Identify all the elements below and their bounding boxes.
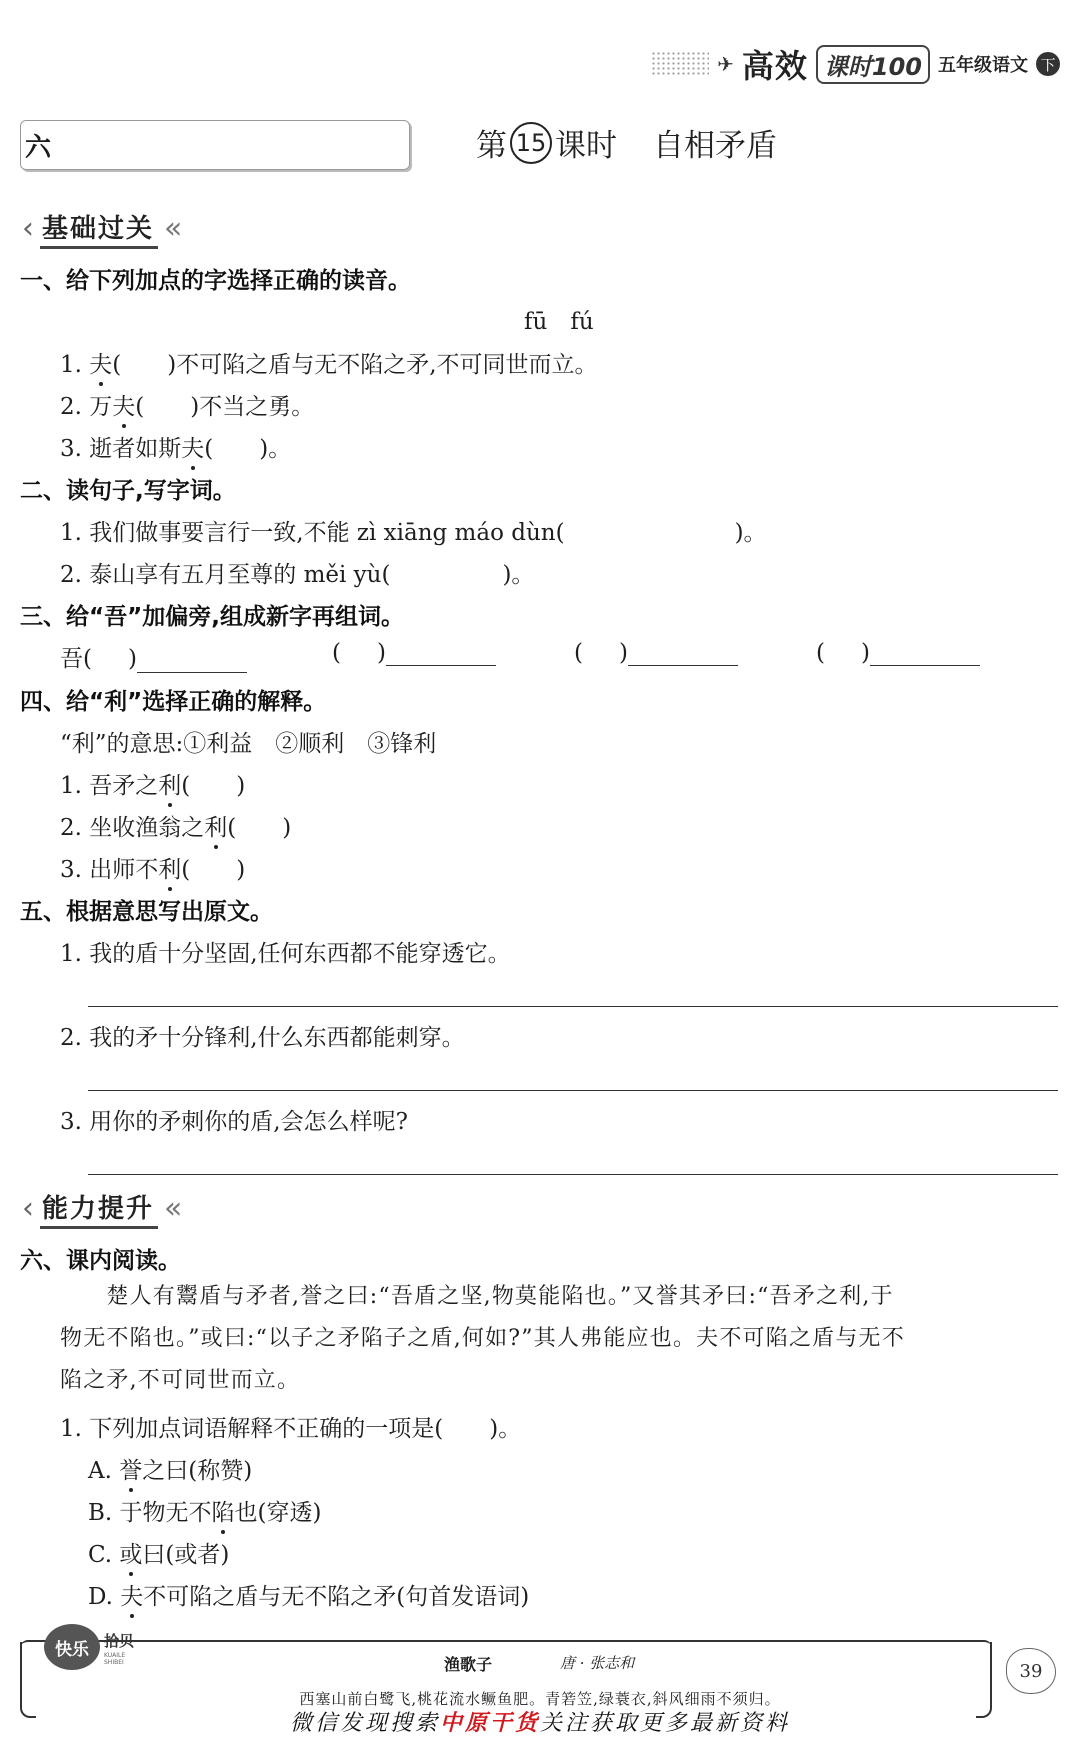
q1-item-1: 1. 夫( )不可陷之盾与无不陷之矛,不可同世而立。	[60, 352, 598, 378]
q5-item-3: 3. 用你的矛刺你的盾,会怎么样呢?	[60, 1109, 408, 1135]
dotted-char: 夫	[89, 352, 113, 378]
q3-blank-3: ( )	[574, 640, 738, 666]
dotted-char: 利	[158, 857, 182, 883]
q5-item-2: 2. 我的矛十分锋利,什么东西都能刺穿。	[60, 1025, 465, 1051]
q6-option-c: C. 或曰(或者)	[88, 1542, 230, 1568]
double-chevron-left-icon: «	[164, 210, 175, 246]
dotted-char: 陷	[211, 1500, 235, 1526]
question-heading-3: 三、给“吾”加偏旁,组成新字再组词。	[20, 604, 404, 630]
q4-item-1: 1. 吾矛之利( )	[60, 773, 246, 799]
lesson-name: 自相矛盾	[653, 128, 777, 164]
q1-item-2: 2. 万夫( )不当之勇。	[60, 394, 315, 420]
unit-label: 六	[25, 133, 52, 163]
section-banner-basic	[22, 208, 174, 248]
q6-option-a: A. 誉之曰(称赞)	[88, 1458, 253, 1484]
pinyin-options: fū fú	[524, 309, 594, 335]
section-label: 基础过关	[40, 208, 158, 249]
question-heading-1: 一、给下列加点的字选择正确的读音。	[20, 268, 411, 294]
question-heading-2: 二、读句子,写字词。	[20, 478, 236, 504]
answer-line	[88, 1006, 1058, 1007]
q3-blank-1: 吾( )	[60, 640, 247, 673]
q5-item-1: 1. 我的盾十分坚固,任何东西都不能穿透它。	[60, 941, 511, 967]
dotted-char: 夫	[181, 436, 205, 462]
reading-passage	[60, 1276, 1060, 1402]
dotted-char: 利	[204, 815, 228, 841]
page-number: 39	[1006, 1648, 1056, 1694]
q4-meaning: “利”的意思:①利益 ②顺利 ③锋利	[60, 731, 437, 757]
q6-question-1: 1. 下列加点词语解释不正确的一项是( )。	[60, 1416, 522, 1442]
lesson-suffix: 课时	[555, 128, 617, 164]
question-heading-5: 五、根据意思写出原文。	[20, 899, 273, 925]
lesson-prefix: 第	[476, 128, 507, 164]
unit-box	[20, 120, 410, 170]
answer-line	[88, 1090, 1058, 1091]
passage-line: 物无不陷也。”或曰:“以子之矛陷子之盾,何如?”其人弗能应也。夫不可陷之盾与无不	[60, 1326, 905, 1351]
q6-option-b: B. 于物无不陷也(穿透)	[88, 1500, 322, 1526]
q2-item-2: 2. 泰山享有五月至尊的 měi yù( )。	[60, 562, 535, 588]
chevron-left-icon: ‹	[22, 1190, 34, 1226]
q4-item-2: 2. 坐收渔翁之利( )	[60, 815, 292, 841]
speech-bubble-icon: 快乐	[44, 1624, 100, 1670]
poem-text: 西塞山前白鹭飞,桃花流水鳜鱼肥。青箬笠,绿蓑衣,斜风细雨不须归。	[299, 1690, 781, 1708]
poem-title: 渔歌子	[444, 1655, 493, 1674]
q1-item-3: 3. 逝者如斯夫( )。	[60, 436, 292, 462]
watermark: 微信发现搜索中原干货关注获取更多最新资料	[289, 1710, 791, 1736]
dotted-char: 利	[158, 773, 182, 799]
grade-label: 五年级语文	[938, 55, 1028, 76]
q4-item-3: 3. 出师不利( )	[60, 857, 246, 883]
question-heading-4: 四、给“利”选择正确的解释。	[20, 689, 327, 715]
q3-blank-4: ( )	[816, 640, 980, 666]
lesson-number: 15	[510, 122, 552, 164]
dotted-char: 誉	[119, 1458, 143, 1484]
page-header	[651, 44, 1060, 84]
paper-plane-icon: ✈	[717, 52, 734, 76]
lesson-title	[476, 120, 777, 165]
answer-line	[88, 1174, 1058, 1175]
double-chevron-left-icon: «	[164, 1190, 175, 1226]
dotted-char: 或	[119, 1542, 143, 1568]
dotted-char: 夫	[120, 1584, 144, 1610]
volume-badge: 下	[1036, 52, 1060, 76]
brand-title: 高效	[741, 47, 808, 85]
dotted-char: 夫	[112, 394, 136, 420]
q3-blank-2: ( )	[332, 640, 496, 666]
brand-subtitle: 课时100	[816, 45, 930, 84]
kuaile-shibei-logo: 快乐 拾贝 KUAILE SHIBEI	[44, 1624, 134, 1678]
dot-pattern-icon	[651, 51, 709, 77]
passage-line: 陷之矛,不可同世而立。	[60, 1368, 301, 1393]
section-banner-advanced	[22, 1188, 174, 1228]
poem-author: 唐 · 张志和	[560, 1654, 635, 1672]
question-heading-6: 六、课内阅读。	[20, 1248, 181, 1274]
q2-item-1: 1. 我们做事要言行一致,不能 zì xiāng máo dùn( )。	[60, 520, 767, 546]
section-label: 能力提升	[40, 1188, 158, 1229]
passage-line: 楚人有鬻盾与矛者,誉之曰:“吾盾之坚,物莫能陷也。”又誉其矛曰:“吾矛之利,于	[60, 1284, 894, 1309]
chevron-left-icon: ‹	[22, 210, 34, 246]
q6-option-d: D. 夫不可陷之盾与无不陷之矛(句首发语词)	[88, 1584, 530, 1610]
